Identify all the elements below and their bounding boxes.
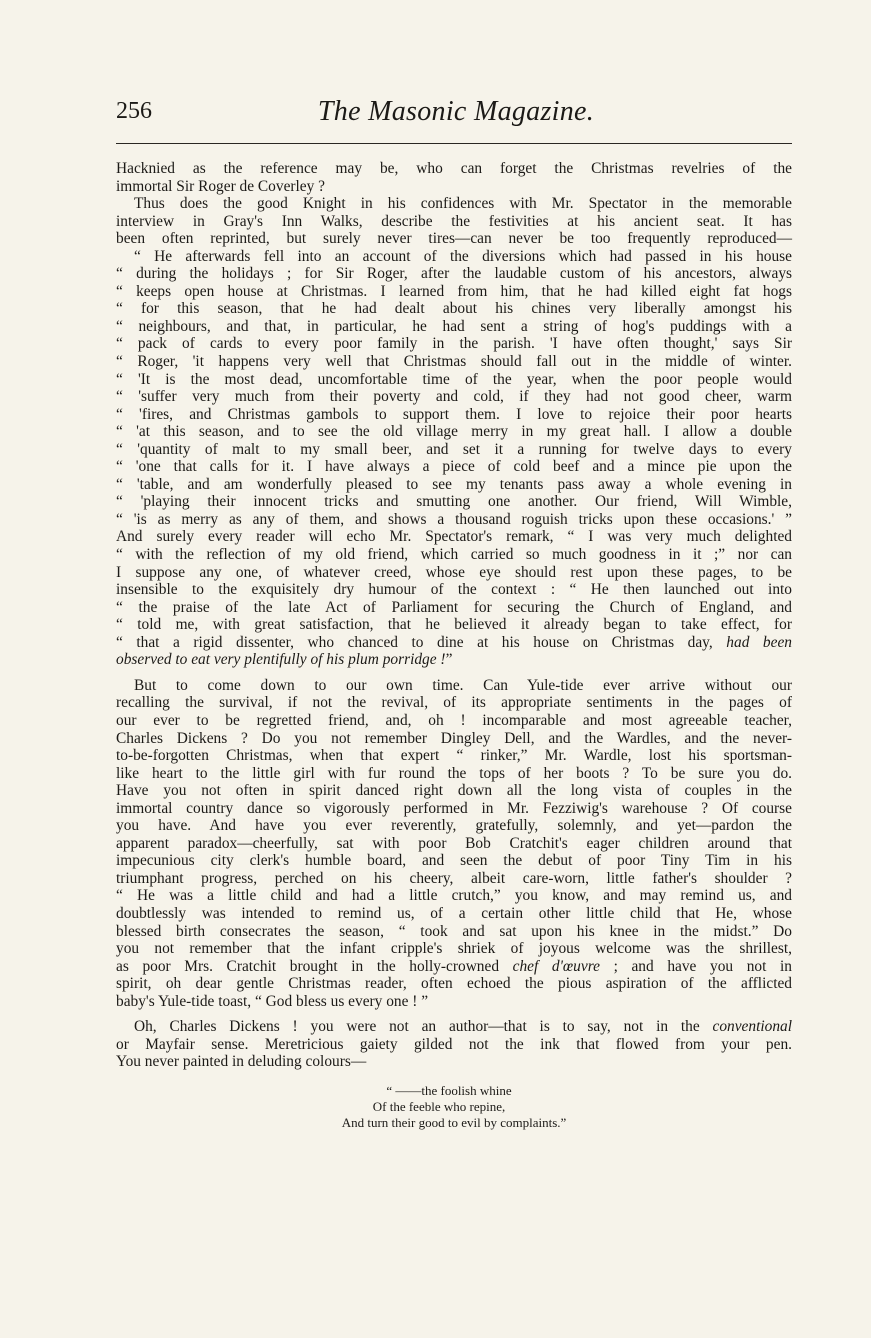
paragraph-3-quotation xyxy=(116,248,792,669)
text-line: our ever to be regretted friend, and, oh ! incomparable and most agreeable teacher, xyxy=(116,711,792,729)
paragraph-4 xyxy=(116,677,792,1010)
text-line: interview in Gray's Inn Walks, describe the festivities at his ancient seat. It has xyxy=(116,212,792,230)
text-run: “ that a rigid dissenter, who chanced to dine at his house on Christmas day, xyxy=(116,633,713,651)
text-line: “ with the reflection of my old friend, which carried so much goodness in it ;” nor can xyxy=(116,546,792,564)
text-line: like heart to the little girl with fur round the tops of her boots ? To be sure you do. xyxy=(116,764,792,782)
text-line: “ 'quantity of malt to my small beer, and set it a running for twelve days to every xyxy=(116,440,792,458)
text-line: triumphant progress, perched on his cheery, albeit care-worn, little father's shoulder ? xyxy=(116,869,792,887)
text-line: “ during the holidays ; for Sir Roger, after the laudable custom of his ancestors, always xyxy=(116,265,792,283)
italic-phrase: chef d'œuvre xyxy=(512,957,600,975)
text-line: “ He afterwards fell into an account of the diversions which had passed in his house xyxy=(134,247,792,265)
text-line: “ 'suffer very much from their poverty and cold, if they had not good cheer, warm xyxy=(116,388,792,406)
text-line: “ the praise of the late Act of Parliament for securing the Church of England, and xyxy=(116,598,792,616)
text-line: you have. And have you ever reverently, gratefully, solemnly, and yet—pardon the xyxy=(116,817,792,835)
paragraph-1 xyxy=(116,160,792,195)
header-rule xyxy=(116,143,792,144)
poem-block xyxy=(116,1083,792,1143)
text-line: “ 'table, and am wonderfully pleased to see my tenants pass away a whole evening in xyxy=(116,475,792,493)
text-line: “ told me, with great satisfaction, that he believed it already began to take effect, for xyxy=(116,616,792,634)
text-line: Hacknied as the reference may be, who can forget the Christmas revelries of the xyxy=(116,160,792,177)
text-line: baby's Yule-tide toast, “ God bless us every one ! ” xyxy=(116,992,429,1010)
text-line: “ neighbours, and that, in particular, he had sent a string of hog's puddings with a xyxy=(116,317,792,335)
text-line xyxy=(116,958,792,976)
text-line xyxy=(116,634,792,652)
text-line xyxy=(116,651,792,669)
text-run: as poor Mrs. Cratchit brought in the holly-crowned xyxy=(116,957,500,975)
paragraph-2 xyxy=(116,195,792,248)
text-line: insensible to the exquisitely dry humour of the context : “ He then launched out into xyxy=(116,581,792,599)
italic-phrase: observed to eat very plentifully of his plum porridge ! xyxy=(116,651,446,669)
text-line: But to come down to our own time. Can Yule-tide ever arrive without our xyxy=(134,676,792,694)
text-line: “ 'at this season, and to see the old village merry in my great hall. I allow a double xyxy=(116,423,792,441)
text-line: “ 'one that calls for it. I have always a piece of cold beef and a mince pie upon the xyxy=(116,458,792,476)
poem-line: “ ——the foolish whine xyxy=(386,1082,512,1098)
text-line: immortal Sir Roger de Coverley ? xyxy=(116,177,326,195)
text-line: “ 'is as merry as any of them, and shows a thousand roguish tricks upon these occasions.' ” xyxy=(116,510,792,528)
text-line: Thus does the good Knight in his confidences with Mr. Spectator in the memorable xyxy=(134,195,792,213)
italic-phrase: had been xyxy=(726,633,792,651)
text-line: blessed birth consecrates the season, “ took and sat upon his knee in the midst.” Do xyxy=(116,922,792,940)
text-line: I suppose any one, of whatever creed, whose eye should rest upon these pages, to be xyxy=(116,563,792,581)
text-line: “ for this season, that he had dealt about his chines very liberally amongst his xyxy=(116,300,792,318)
italic-word: conventional xyxy=(712,1018,792,1036)
text-line: you not remember that the infant cripple's shriek of joyous welcome was the shrillest, xyxy=(116,940,792,958)
text-line xyxy=(116,1018,792,1036)
page-number: 256 xyxy=(116,98,152,124)
paragraph-gap xyxy=(116,669,792,677)
text-run: ; and have you not in xyxy=(613,957,792,975)
page-header xyxy=(116,94,796,134)
text-line: spirit, oh dear gentle Christmas reader, often echoed the pious aspiration of the afflicted xyxy=(116,975,792,993)
text-line: “ pack of cards to every poor family in the parish. 'I have often thought,' says Sir xyxy=(116,335,792,353)
text-line: doubtlessly was intended to remind us, of a certain other little child that He, whose xyxy=(116,904,792,922)
text-line: Have you not often in spirit danced right down all the long vista of couples in the xyxy=(116,782,792,800)
text-line: And surely every reader will echo Mr. Spectator's remark, “ I was very much delighted xyxy=(116,528,792,546)
text-line: been often reprinted, but surely never tires—can never be too frequently reproduced— xyxy=(116,230,792,248)
text-line: “ He was a little child and had a little crutch,” you know, and may remind us, and xyxy=(116,887,792,905)
text-run: Oh, Charles Dickens ! you were not an author—that is to say, not in the xyxy=(134,1018,700,1036)
text-line: “ keeps open house at Christmas. I learned from him, that he had killed eight fat hogs xyxy=(116,282,792,300)
poem-line: And turn their good to evil by complaints.” xyxy=(341,1114,567,1130)
paragraph-gap xyxy=(116,1071,792,1079)
text-line: immortal country dance so vigorously performed in Mr. Fezziwig's warehouse ? Of course xyxy=(116,799,792,817)
paragraph-gap xyxy=(116,1010,792,1018)
text-line: You never painted in deluding colours— xyxy=(116,1053,367,1071)
text-line: recalling the survival, if not the revival, of its appropriate sentiments in the pages of xyxy=(116,694,792,712)
text-line: “ 'playing their innocent tricks and smutting one another. Our friend, Will Wimble, xyxy=(116,493,792,511)
text-line: “ Roger, 'it happens very well that Christmas should fall out in the middle of winter. xyxy=(116,353,792,371)
magazine-title: The Masonic Magazine. xyxy=(317,96,595,127)
article-body xyxy=(116,160,792,1143)
poem xyxy=(116,1083,792,1131)
text-line: impecunious city clerk's humble board, and seen the debut of poor Tiny Tim in his xyxy=(116,852,792,870)
text-line: Charles Dickens ? Do you not remember Dingley Dell, and the Wardles, and the never- xyxy=(116,729,792,747)
text-line: to-be-forgotten Christmas, when that expert “ rinker,” Mr. Wardle, lost his sportsman- xyxy=(116,747,792,765)
text-line: “ 'It is the most dead, uncomfortable time of the year, when the poor people would xyxy=(116,370,792,388)
text-line: “ 'fires, and Christmas gambols to support them. I love to rejoice their poor hearts xyxy=(116,405,792,423)
poem-line: Of the feeble who repine, xyxy=(372,1098,506,1114)
paragraph-5 xyxy=(116,1018,792,1071)
text-line: or Mayfair sense. Meretricious gaiety gilded not the ink that flowed from your pen. xyxy=(116,1035,792,1053)
text-line: apparent paradox—cheerfully, sat with poor Bob Cratchit's eager children around that xyxy=(116,834,792,852)
closing-quote: ” xyxy=(445,651,453,669)
